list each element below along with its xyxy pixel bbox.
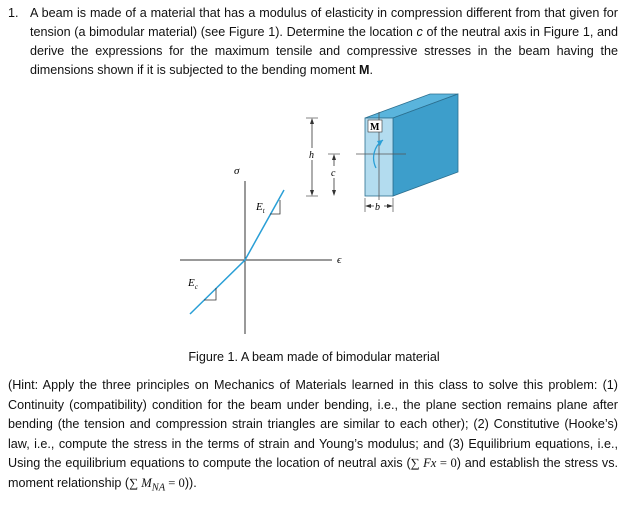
figure-svg xyxy=(160,86,480,348)
figure-caption: Figure 1. A beam made of bimodular material xyxy=(188,350,440,364)
problem-number: 1. xyxy=(8,6,19,20)
h-arrow-bottom xyxy=(310,190,314,196)
moment-symbol: M xyxy=(359,63,370,77)
sigma-label: σ xyxy=(234,165,240,177)
b-arrow-right xyxy=(387,204,393,208)
epsilon-label: ϵ xyxy=(337,254,342,266)
b-label: b xyxy=(375,202,380,213)
c-variable: c xyxy=(416,25,423,39)
figure-1 xyxy=(160,86,480,348)
c-arrow-bottom xyxy=(332,190,336,196)
sum-moment-equation: ∑ $M_{NA} = 0$ xyxy=(129,475,185,494)
h-arrow-top xyxy=(310,118,314,124)
ec-label: $E_c$ xyxy=(188,277,198,291)
stress-strain-plot xyxy=(180,165,342,334)
c-label: c xyxy=(331,168,336,179)
h-label: h xyxy=(309,150,314,161)
c-arrow-top xyxy=(332,154,336,160)
stress-strain-curve xyxy=(190,190,284,314)
moment-label: M xyxy=(370,122,380,133)
sum-force-equation: ∑ Fx = 0 xyxy=(410,456,457,470)
beam-diagram xyxy=(306,94,458,213)
b-arrow-left xyxy=(365,204,371,208)
problem-statement xyxy=(8,4,618,80)
hint-paragraph: (Hint: Apply the three principles on Mechanics of Materials learned in this class to solve this problem: (1) Continuity (compatibility) condition for the beam under bending, i.e., the plane section remains plane after bending (the tension and compression strain triangles are similar to each other); (2) Constitutive (Hooke’s) law, i.e., compute the stress in the terms of strain and Young’s modulus; and (3) Equilibrium equations, i.e., Using the equilibrium equations to compute the location of neutral axis (∑ Fx = 0) and establish the stress vs. moment relationship (∑ $M_{NA} = 0$)). xyxy=(8,378,618,494)
problem-text: A beam is made of a material that has a modulus of elasticity in compression different from that given for tension (a bimodular material) (see Figure 1). Determine the location c of the neutral axis in Figure 1, and derive the expressions for the maximum tensile and compressive stresses in the beam having the dimensions shown if it is subjected to the bending moment M. xyxy=(30,6,619,77)
et-label: $E_t$ xyxy=(256,201,265,215)
